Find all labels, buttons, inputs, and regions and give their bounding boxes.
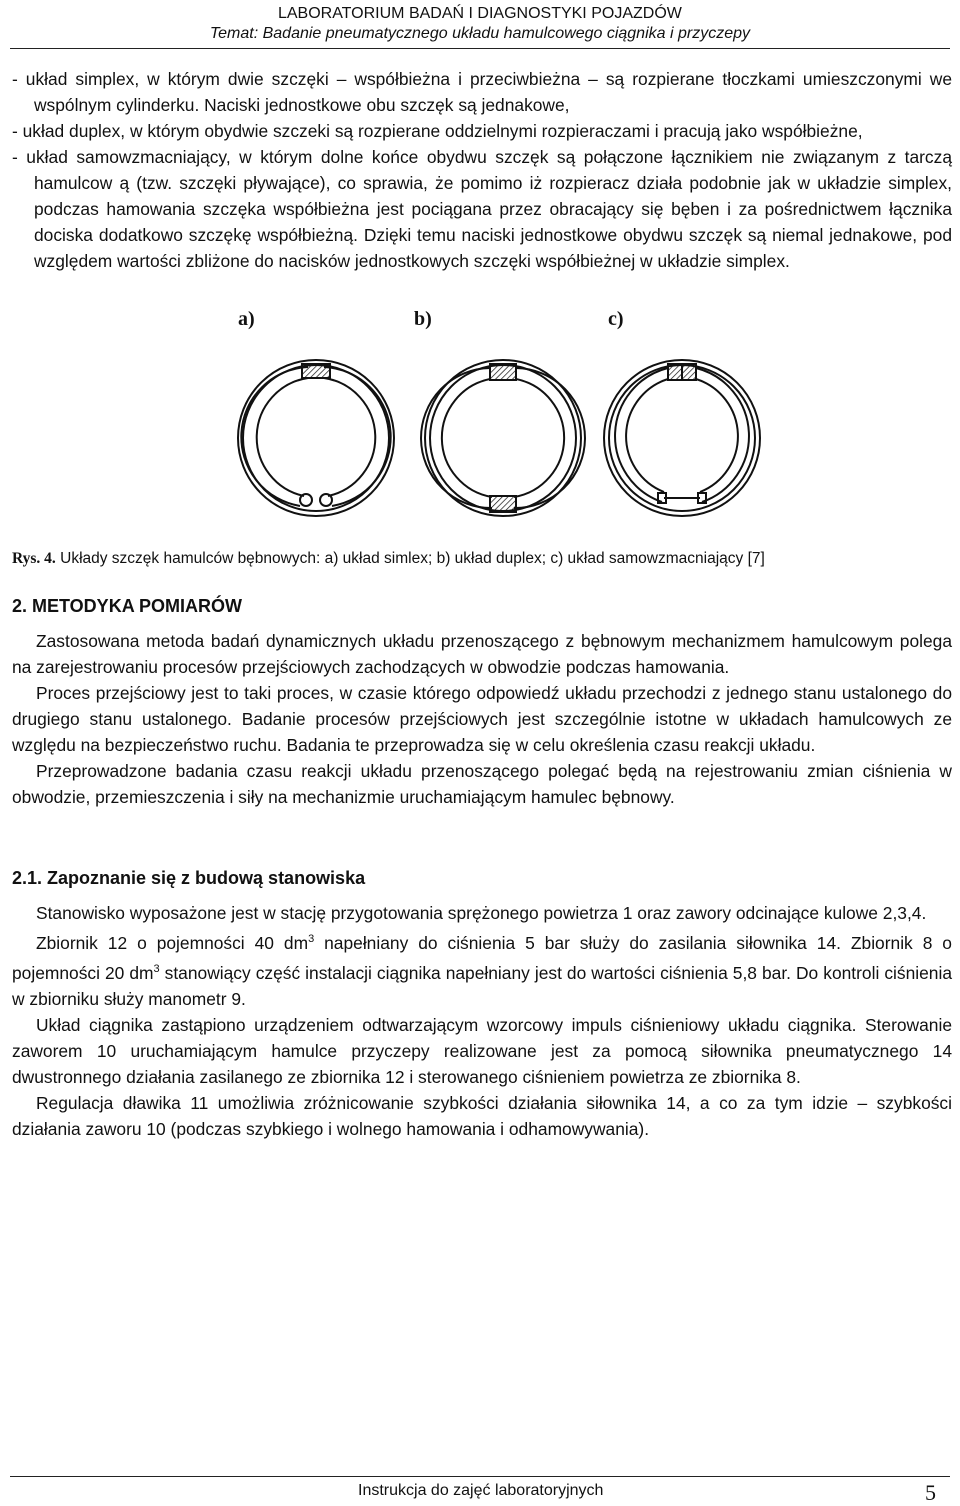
list-item-simplex: - układ simplex, w którym dwie szczęki – współbieżna i przeciwbieżna – są rozpierane tłoczkami umieszczonymi we wspólnym cylinderku. Naciski jednostkowe obu szczęk są jednakowe, — [12, 69, 952, 115]
paragraph: Stanowisko wyposażone jest w stację przygotowania sprężonego powietrza 1 oraz zawory odcinające kulowe 2,3,4. — [36, 903, 927, 923]
figure-label-b: b) — [414, 308, 432, 330]
footer-text: Instrukcja do zajęć laboratoryjnych — [358, 1482, 604, 1499]
intro-text — [12, 66, 952, 274]
brake-shoe-figure — [228, 352, 768, 527]
figure-label-c: c) — [608, 308, 624, 330]
list-item-self-energizing: - układ samowzmacniający, w którym dolne końce obydwu szczęk są połączone łącznikiem nie związanym z tarczą hamulcow ą (tzw. szczęki pływające), co sprawia, że pomimo iż rozpieracz działa podobnie jak w układzie simplex, podczas hamowania szczęka współbieżna jest pociągana przez obracający się bęben i za pośrednictwem łącznika dociska dodatkowo szczękę współbieżną. Dzięki temu naciski jednostkowe obydwu szczęk są niemal jednakowe, pod względem wartości zbliżone do nacisków jednostkowych szczęki współbieżnej w układzie simplex. — [12, 147, 952, 271]
list-item-duplex: - układ duplex, w którym obydwie szczeki są rozpierane oddzielnymi rozpieraczami i pracują jako współbieżne, — [12, 121, 863, 141]
drum-brake-duplex-diagram — [421, 360, 585, 516]
header-title: LABORATORIUM BADAŃ I DIAGNOSTYKI POJAZDÓW — [277, 5, 682, 22]
section-2-1-title: 2.1. Zapoznanie się z budową stanowiska — [12, 868, 366, 888]
footer-rule — [10, 1476, 950, 1477]
section-2-title: 2. METODYKA POMIARÓW — [12, 596, 243, 616]
paragraph: Zastosowana metoda badań dynamicznych układu przenoszącego z bębnowym mechanizmem hamulcowym polega na zarejestrowaniu procesów przejściowych zachodzących w obwodzie podczas hamowania. — [12, 631, 952, 677]
figure-caption — [12, 550, 765, 568]
figure-number: Rys. 4. — [12, 550, 56, 567]
paragraph: Przeprowadzone badania czasu reakcji układu przenoszącego polegać będą na rejestrowaniu zmian ciśnienia w obwodzie, przemieszczenia i siły na mechanizmie uruchamiającym hamulec bębnowy. — [12, 761, 952, 807]
section-2-1-text — [12, 900, 952, 1142]
section-2-text — [12, 628, 952, 810]
paragraph: Zbiornik 12 o pojemności 40 $dm^3$ napełniany do ciśnienia 5 bar służy do zasilania siłownika 14. Zbiornik 8 o pojemności 20 $dm^3$ stanowiący część instalacji ciągnika napełniany jest do wartości ciśnienia 5,8 bar. Do kontroli ciśnienia w zbiorniku służy manometr 9. — [12, 932, 952, 1009]
header-subtitle: Temat: Badanie pneumatycznego układu hamulcowego ciągnika i przyczepy — [209, 25, 750, 42]
drum-brake-simplex-diagram — [238, 360, 394, 516]
drum-brake-self-energizing-diagram — [604, 360, 760, 516]
figure-label-a: a) — [238, 308, 255, 330]
paragraph: Regulacja dławika 11 umożliwia zróżnicowanie szybkości działania siłownika 14, a co za tym idzie – szybkości działania zaworu 10 (podczas szybkiego i wolnego hamowania i odhamowywania). — [12, 1092, 952, 1139]
figure-caption-text: Układy szczęk hamulców bębnowych: a) układ simlex; b) układ duplex; c) układ samowzmacniający [7] — [55, 550, 765, 567]
page-header — [210, 4, 750, 44]
header-rule — [10, 48, 950, 49]
page-number: 5 — [925, 1480, 936, 1505]
paragraph: Proces przejściowy jest to taki proces, w czasie którego odpowiedź układu przechodzi z jednego stanu ustalonego do drugiego stanu ustalonego. Badanie procesów przejściowych jest szczególnie istotne w układach hamulcowych ze względu na bezpieczeństwo ruchu. Badania te przeprowadza się w celu określenia czasu reakcji układu. — [12, 683, 952, 755]
paragraph: Układ ciągnika zastąpiono urządzeniem odtwarzającym wzorcowy impuls ciśnieniowy układu ciągnika. Sterowanie zaworem 10 uruchamiającym hamulce przyczepy realizowane jest za pomocą siłownika pneumatycznego 14 dwustronnego działania zasilanego ze zbiornika 12 i sterowanego ciśnieniem powietrza ze zbiornika 8. — [12, 1014, 952, 1087]
